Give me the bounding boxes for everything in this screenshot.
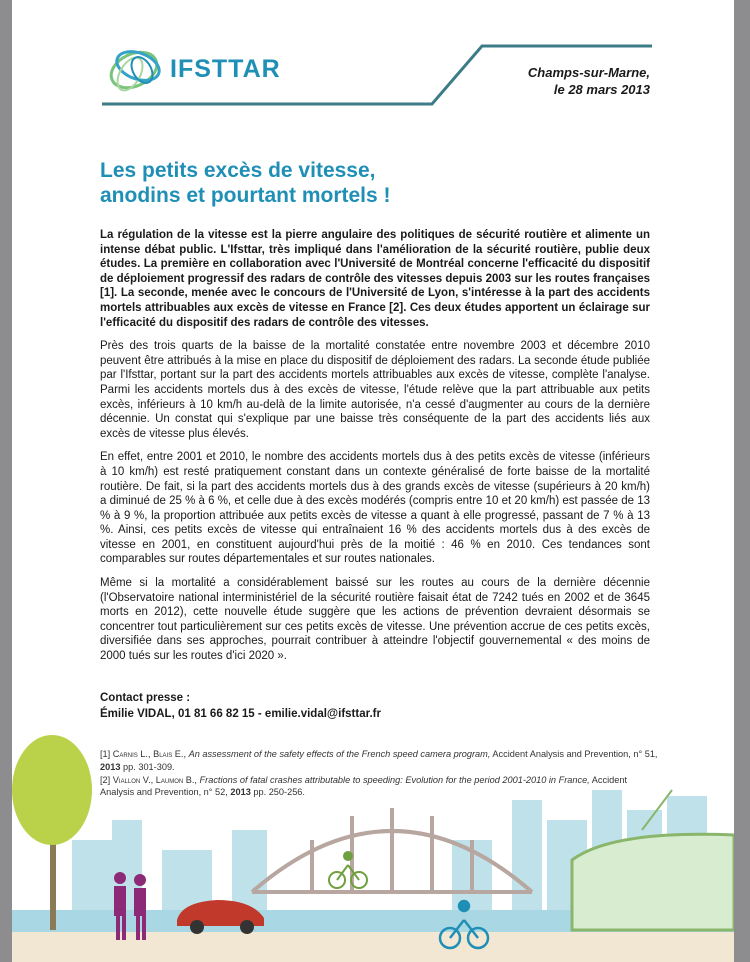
reference-1: [1] Carnis L., Blais E., An assessment of the safety effects of the French speed camera program, Accident Analysis and Prevention, n° 51, 2013 pp. 301-309. bbox=[100, 749, 658, 772]
lead-paragraph: La régulation de la vitesse est la pierre angulaire des politiques de sécurité routière et alimente un intense débat public. L'Ifsttar, très impliqué dans l'amélioration de la sécurité routière, publie deux études. La première en collaboration avec l'Université de Montréal concerne l'efficacité du dispositif de déploiement progressif des radars de contrôle des vitesses depuis 2003 sur les routes françaises [1]. La seconde, menée avec le concours de l'Université de Lyon, s'intéresse à la part des accidents mortels attribuables aux excès de vitesse en France [2]. Ces deux études apportent un éclairage sur l'efficacité du dispositif des radars de contrôle des vitesses. bbox=[100, 229, 650, 329]
title-line-2: anodins et pourtant mortels ! bbox=[100, 184, 391, 207]
press-release-title bbox=[100, 158, 660, 208]
references bbox=[100, 748, 660, 799]
press-contact bbox=[100, 690, 381, 722]
title-line-1: Les petits excès de vitesse, bbox=[100, 159, 376, 182]
tree-icon bbox=[12, 735, 92, 845]
logo-wordmark: IFSTTAR bbox=[170, 55, 281, 83]
date: le 28 mars 2013 bbox=[553, 82, 650, 97]
cyclist-bridge-icon bbox=[329, 852, 367, 888]
place-date bbox=[528, 64, 650, 98]
body-paragraph-2: En effet, entre 2001 et 2010, le nombre des accidents mortels dus à des petits excès de vitesse (inférieurs à 10 km/h) est resté pratiquement constant dans un contexte généralisé de forte baisse de la mortalité routière. De fait, si la part des accidents mortels dus à des grands excès de vitesse (supérieurs à 20 km/h) a diminué de 25 % à 6 %, et celle due à des excès modérés (compris entre 10 et 20 km/h) est passée de 13 % à 9 %, la proportion attribuée aux petits excès de vitesse a quant à elle progressé, passant de 7 % à 13 %. Ainsi, ces petits excès de vitesse qui entraînaient 16 % des accidents mortels dus à des excès de vitesse en 2001, en constituent aujourd'hui près de la moitié : 46 % en 2010. Ces tendances sont comparables sur routes départementales et sur routes nationales. bbox=[100, 451, 650, 566]
place: Champs-sur-Marne, bbox=[527, 65, 650, 80]
ifsttar-logo-icon bbox=[104, 40, 174, 96]
contact-details: Émilie VIDAL, 01 81 66 82 15 - emilie.vidal@ifsttar.fr bbox=[100, 708, 381, 720]
article-body bbox=[100, 228, 650, 673]
document-page bbox=[12, 0, 734, 962]
body-paragraph-3: Même si la mortalité a considérablement baissé sur les routes au cours de la dernière décennie (l'Observatoire national interministériel de la sécurité routière faisait état de 7242 tués en 2002 et de 3645 morts en 2012), cette nouvelle étude suggère que les actions de prévention devraient désormais se concentrer tout particulièrement sur ces petits excès de vitesse. Une prévention accrue de ces petits excès, diversifiée dans ses approches, pourrait contribuer à atteindre l'objectif gouvernemental « des moins de 2000 tués sur les routes d'ici 2020 ». bbox=[100, 577, 650, 663]
contact-label: Contact presse : bbox=[100, 692, 191, 704]
body-paragraph-1: Près des trois quarts de la baisse de la mortalité constatée entre novembre 2003 et décembre 2010 peuvent être attribués à la mise en place du dispositif de déploiement des radars. La seconde étude publiée par l'Ifsttar, portant sur la part des accidents mortels attribuables aux excès de vitesse, complète l'analyse. Parmi les accidents mortels dus à des excès de vitesse, l'étude relève que la part attribuable aux petits excès, inférieurs à 10 km/h au-delà de la limite autorisée, n'a cessé d'augmenter au cours de la dernière décennie. Un constat qui s'explique par une baisse très conséquente de la part des accidents liés aux excès de vitesse plus élevés. bbox=[100, 340, 650, 440]
reference-2: [2] Viallon V., Laumon B., Fractions of fatal crashes attributable to speeding: Evolution for the period 2001-2010 in France, Accident Analysis and Prevention, n° 52, 2013 pp. 250-256. bbox=[100, 774, 628, 798]
